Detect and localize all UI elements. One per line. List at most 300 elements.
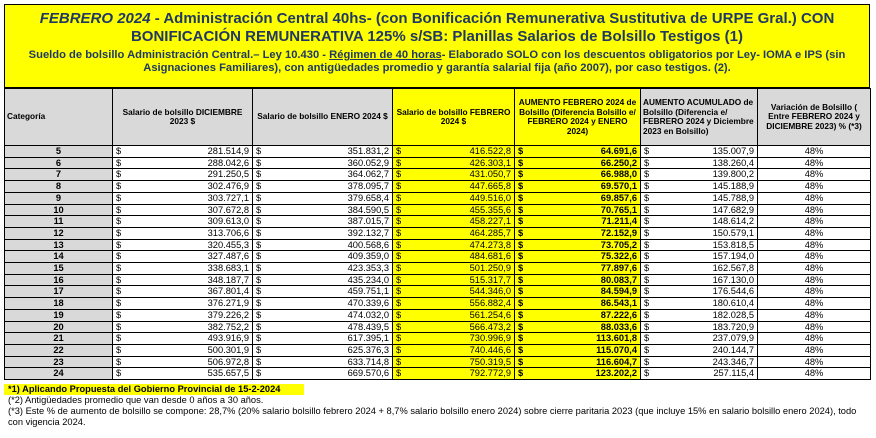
currency-symbol: $ [396, 368, 402, 379]
currency-symbol: $ [256, 333, 262, 344]
currency-symbol: $ [644, 368, 650, 379]
currency-symbol: $ [644, 204, 650, 215]
cell-value: 379.226,2 [207, 309, 249, 320]
cell-value: 147.682,9 [712, 204, 754, 215]
cell-value: 327.487,6 [207, 251, 249, 262]
cell-ene [253, 333, 393, 345]
cell-value: 387.015,7 [347, 216, 389, 227]
cell-feb [393, 356, 515, 368]
currency-symbol: $ [518, 169, 524, 180]
cell-categoria: 23 [5, 356, 113, 368]
currency-symbol: $ [518, 356, 524, 367]
cell-feb [393, 368, 515, 380]
currency-symbol: $ [644, 274, 650, 285]
cell-value: 313.706,6 [207, 227, 249, 238]
cell-categoria: 8 [5, 181, 113, 193]
currency-symbol: $ [644, 309, 650, 320]
cell-dic [113, 192, 253, 204]
header-row [5, 89, 871, 146]
cell-acum [641, 286, 758, 298]
table-row [5, 157, 871, 169]
currency-symbol: $ [518, 216, 524, 227]
cell-pct: 48% [758, 227, 871, 239]
cell-acum [641, 274, 758, 286]
currency-symbol: $ [396, 169, 402, 180]
cell-aum [515, 157, 641, 169]
cell-value: 566.473,2 [469, 321, 511, 332]
currency-symbol: $ [644, 286, 650, 297]
currency-symbol: $ [644, 239, 650, 250]
cell-pct: 48% [758, 333, 871, 345]
cell-acum [641, 181, 758, 193]
cell-value: 484.681,6 [469, 251, 511, 262]
cell-aum [515, 146, 641, 158]
cell-acum [641, 251, 758, 263]
cell-categoria: 12 [5, 227, 113, 239]
currency-symbol: $ [396, 181, 402, 192]
cell-value: 180.610,4 [712, 298, 754, 309]
cell-dic [113, 298, 253, 310]
cell-value: 69.570,1 [600, 181, 637, 192]
cell-aum [515, 204, 641, 216]
table-row [5, 298, 871, 310]
cell-feb [393, 216, 515, 228]
currency-symbol: $ [116, 204, 122, 215]
cell-dic [113, 227, 253, 239]
currency-symbol: $ [116, 227, 122, 238]
currency-symbol: $ [116, 298, 122, 309]
header-aumento-acumulado: AUMENTO ACUMULADO de Bolsillo (Diferencia e/ FEBRERO 2024 y Diciembre 2023 en Bolsillo) [641, 89, 758, 146]
cell-value: 162.567,8 [712, 263, 754, 274]
cell-value: 367.801,4 [207, 286, 249, 297]
cell-value: 376.271,9 [207, 298, 249, 309]
table-row [5, 274, 871, 286]
cell-value: 237.079,9 [712, 333, 754, 344]
cell-pct: 48% [758, 368, 871, 380]
cell-ene [253, 368, 393, 380]
currency-symbol: $ [116, 368, 122, 379]
currency-symbol: $ [396, 192, 402, 203]
cell-categoria: 11 [5, 216, 113, 228]
cell-value: 392.132,7 [347, 227, 389, 238]
cell-value: 176.544,6 [712, 286, 754, 297]
currency-symbol: $ [256, 274, 262, 285]
cell-value: 87.222,6 [600, 309, 637, 320]
cell-dic [113, 146, 253, 158]
cell-value: 416.522,8 [469, 146, 511, 156]
cell-aum [515, 333, 641, 345]
cell-dic [113, 356, 253, 368]
currency-symbol: $ [396, 356, 402, 367]
cell-value: 183.720,9 [712, 321, 754, 332]
cell-value: 257.115,4 [713, 368, 754, 379]
cell-dic [113, 263, 253, 275]
header-dic-2023: Salario de bolsillo DICIEMBRE 2023 $ [113, 89, 253, 146]
table-row [5, 216, 871, 228]
cell-value: 360.052,9 [347, 157, 389, 168]
cell-feb [393, 309, 515, 321]
currency-symbol: $ [396, 263, 402, 274]
currency-symbol: $ [518, 309, 524, 320]
cell-value: 423.353,3 [347, 263, 389, 274]
cell-aum [515, 239, 641, 251]
currency-symbol: $ [518, 333, 524, 344]
table-header [5, 89, 871, 146]
cell-acum [641, 227, 758, 239]
cell-value: 157.194,0 [712, 251, 754, 262]
currency-symbol: $ [116, 157, 122, 168]
cell-categoria: 17 [5, 286, 113, 298]
header-ene-2024: Salario de bolsillo ENERO 2024 $ [253, 89, 393, 146]
cell-ene [253, 227, 393, 239]
currency-symbol: $ [644, 321, 650, 332]
cell-pct: 48% [758, 157, 871, 169]
currency-symbol: $ [396, 309, 402, 320]
cell-value: 123.202,2 [595, 368, 637, 379]
cell-value: 400.568,6 [347, 239, 389, 250]
cell-aum [515, 192, 641, 204]
cell-acum [641, 321, 758, 333]
cell-value: 458.227,1 [469, 216, 511, 227]
cell-value: 145.788,9 [712, 192, 754, 203]
currency-symbol: $ [518, 344, 524, 355]
currency-symbol: $ [116, 192, 122, 203]
currency-symbol: $ [256, 356, 262, 367]
currency-symbol: $ [396, 344, 402, 355]
cell-categoria: 15 [5, 263, 113, 275]
cell-value: 730.996,9 [469, 333, 511, 344]
cell-value: 384.590,5 [347, 204, 389, 215]
cell-ene [253, 356, 393, 368]
cell-feb [393, 181, 515, 193]
cell-value: 351.831,2 [347, 146, 389, 156]
cell-aum [515, 286, 641, 298]
cell-acum [641, 157, 758, 169]
cell-value: 64.691,6 [600, 146, 637, 156]
currency-symbol: $ [518, 274, 524, 285]
cell-value: 556.882,4 [469, 298, 511, 309]
table-row [5, 169, 871, 181]
cell-acum [641, 263, 758, 275]
table-row [5, 204, 871, 216]
currency-symbol: $ [256, 216, 262, 227]
currency-symbol: $ [256, 157, 262, 168]
cell-ene [253, 321, 393, 333]
cell-ene [253, 157, 393, 169]
table-row [5, 321, 871, 333]
cell-feb [393, 227, 515, 239]
currency-symbol: $ [644, 333, 650, 344]
cell-value: 309.613,0 [207, 216, 249, 227]
cell-acum [641, 192, 758, 204]
cell-ene [253, 344, 393, 356]
salary-table [4, 88, 871, 380]
currency-symbol: $ [518, 251, 524, 262]
cell-value: 501.250,9 [469, 263, 511, 274]
title-period: FEBRERO 2024 [39, 10, 151, 27]
cell-feb [393, 274, 515, 286]
cell-pct: 48% [758, 286, 871, 298]
cell-aum [515, 321, 641, 333]
cell-ene [253, 298, 393, 310]
cell-categoria: 16 [5, 274, 113, 286]
currency-symbol: $ [518, 298, 524, 309]
currency-symbol: $ [116, 216, 122, 227]
cell-aum [515, 251, 641, 263]
cell-value: 148.614,2 [712, 216, 754, 227]
currency-symbol: $ [396, 298, 402, 309]
cell-dic [113, 274, 253, 286]
cell-pct: 48% [758, 251, 871, 263]
currency-symbol: $ [644, 192, 650, 203]
cell-categoria: 5 [5, 146, 113, 158]
cell-feb [393, 146, 515, 158]
cell-value: 243.346,7 [712, 356, 754, 367]
currency-symbol: $ [116, 146, 122, 156]
cell-feb [393, 169, 515, 181]
cell-value: 633.714,8 [347, 356, 389, 367]
currency-symbol: $ [256, 321, 262, 332]
title-banner [4, 4, 870, 88]
cell-ene [253, 169, 393, 181]
cell-categoria: 10 [5, 204, 113, 216]
cell-dic [113, 344, 253, 356]
cell-feb [393, 286, 515, 298]
cell-aum [515, 356, 641, 368]
cell-value: 364.062,7 [347, 169, 389, 180]
cell-pct: 48% [758, 181, 871, 193]
cell-value: 138.260,4 [712, 157, 754, 168]
cell-pct: 48% [758, 146, 871, 158]
table-body [5, 146, 871, 380]
cell-value: 493.916,9 [207, 333, 249, 344]
currency-symbol: $ [116, 239, 122, 250]
cell-value: 500.301,9 [207, 344, 249, 355]
cell-value: 378.095,7 [347, 181, 389, 192]
currency-symbol: $ [644, 157, 650, 168]
footnotes [4, 384, 870, 428]
cell-acum [641, 333, 758, 345]
table-row [5, 239, 871, 251]
cell-aum [515, 309, 641, 321]
table-row [5, 286, 871, 298]
cell-value: 113.601,8 [596, 333, 637, 344]
table-row [5, 181, 871, 193]
title-text: - Administración Central 40hs- (con Bonificación Remunerativa Sustitutiva de URPE Gral.) CON BONIFICACIÓN REMUNERATIVA 125% s/SB: Planillas Salarios de Bolsillo Testigos (1) [130, 10, 835, 45]
cell-aum [515, 263, 641, 275]
subtitle-part-b: - Elaborado SOLO con los descuentos obligatorios por Ley- IOMA e IPS (sin Asignaciones Familiares), con antigüedades promedio y garantía salarial fija (año 2007), por caso testigos. (2). [143, 49, 846, 74]
cell-acum [641, 368, 758, 380]
currency-symbol: $ [256, 192, 262, 203]
currency-symbol: $ [116, 333, 122, 344]
cell-categoria: 21 [5, 333, 113, 345]
currency-symbol: $ [116, 321, 122, 332]
cell-dic [113, 286, 253, 298]
currency-symbol: $ [396, 333, 402, 344]
cell-feb [393, 239, 515, 251]
cell-value: 77.897,6 [600, 263, 637, 274]
cell-value: 382.752,2 [207, 321, 249, 332]
currency-symbol: $ [518, 204, 524, 215]
footnote-1: *1) Aplicando Propuesta del Gobierno Provincial de 15-2-2024 [4, 384, 304, 395]
cell-ene [253, 274, 393, 286]
currency-symbol: $ [256, 204, 262, 215]
header-variacion: Variación de Bolsillo ( Entre FEBRERO 2024 y DICIEMBRE 2023) % (*3) [758, 89, 871, 146]
cell-value: 70.765,1 [600, 204, 637, 215]
currency-symbol: $ [396, 146, 402, 156]
cell-value: 303.727,1 [207, 192, 249, 203]
cell-value: 792.772,9 [469, 368, 511, 379]
cell-dic [113, 368, 253, 380]
currency-symbol: $ [396, 227, 402, 238]
cell-categoria: 14 [5, 251, 113, 263]
table-row [5, 263, 871, 275]
cell-categoria: 20 [5, 321, 113, 333]
cell-value: 66.988,0 [600, 169, 637, 180]
currency-symbol: $ [644, 181, 650, 192]
cell-value: 470.339,6 [347, 298, 389, 309]
currency-symbol: $ [256, 227, 262, 238]
cell-feb [393, 204, 515, 216]
cell-value: 66.250,2 [600, 157, 637, 168]
currency-symbol: $ [116, 286, 122, 297]
cell-categoria: 6 [5, 157, 113, 169]
cell-value: 150.579,1 [712, 227, 754, 238]
currency-symbol: $ [644, 298, 650, 309]
cell-value: 740.446,6 [469, 344, 511, 355]
currency-symbol: $ [396, 216, 402, 227]
subtitle-part-a: Sueldo de bolsillo Administración Central.– Ley 10.430 - [28, 49, 330, 61]
cell-pct: 48% [758, 321, 871, 333]
currency-symbol: $ [518, 239, 524, 250]
cell-pct: 48% [758, 263, 871, 275]
cell-dic [113, 309, 253, 321]
cell-feb [393, 333, 515, 345]
currency-symbol: $ [256, 368, 262, 379]
cell-value: 338.683,1 [207, 263, 249, 274]
cell-dic [113, 216, 253, 228]
cell-acum [641, 344, 758, 356]
cell-value: 561.254,6 [469, 309, 511, 320]
cell-ene [253, 286, 393, 298]
currency-symbol: $ [518, 227, 524, 238]
cell-aum [515, 227, 641, 239]
currency-symbol: $ [644, 263, 650, 274]
cell-ene [253, 239, 393, 251]
cell-value: 281.514,9 [207, 146, 249, 156]
currency-symbol: $ [396, 157, 402, 168]
currency-symbol: $ [518, 263, 524, 274]
cell-categoria: 22 [5, 344, 113, 356]
cell-value: 669.570,6 [347, 368, 389, 379]
cell-value: 302.476,9 [207, 181, 249, 192]
cell-value: 409.359,0 [347, 251, 389, 262]
footnote-2: (*2) Antigüedades promedio que van desde 0 años a 30 años. [8, 395, 264, 405]
cell-ene [253, 309, 393, 321]
cell-acum [641, 204, 758, 216]
cell-pct: 48% [758, 356, 871, 368]
table-row [5, 344, 871, 356]
cell-acum [641, 309, 758, 321]
cell-value: 291.250,5 [207, 169, 249, 180]
cell-value: 449.516,0 [469, 192, 511, 203]
cell-ene [253, 146, 393, 158]
cell-pct: 48% [758, 274, 871, 286]
table-row [5, 192, 871, 204]
currency-symbol: $ [518, 157, 524, 168]
cell-pct: 48% [758, 216, 871, 228]
currency-symbol: $ [116, 356, 122, 367]
cell-feb [393, 344, 515, 356]
currency-symbol: $ [644, 356, 650, 367]
cell-aum [515, 344, 641, 356]
cell-acum [641, 298, 758, 310]
currency-symbol: $ [518, 192, 524, 203]
currency-symbol: $ [644, 344, 650, 355]
currency-symbol: $ [116, 309, 122, 320]
currency-symbol: $ [396, 321, 402, 332]
currency-symbol: $ [256, 169, 262, 180]
cell-ene [253, 192, 393, 204]
cell-value: 474.032,0 [347, 309, 389, 320]
cell-value: 73.705,2 [600, 239, 637, 250]
cell-ene [253, 251, 393, 263]
cell-pct: 48% [758, 192, 871, 204]
cell-value: 535.657,5 [207, 368, 249, 379]
currency-symbol: $ [644, 216, 650, 227]
cell-value: 69.857,6 [600, 192, 637, 203]
cell-dic [113, 169, 253, 181]
currency-symbol: $ [396, 274, 402, 285]
cell-pct: 48% [758, 204, 871, 216]
currency-symbol: $ [256, 298, 262, 309]
currency-symbol: $ [116, 274, 122, 285]
cell-acum [641, 146, 758, 158]
cell-dic [113, 321, 253, 333]
cell-pct: 48% [758, 309, 871, 321]
cell-value: 478.439,5 [347, 321, 389, 332]
cell-feb [393, 298, 515, 310]
cell-feb [393, 321, 515, 333]
cell-value: 88.033,6 [600, 321, 637, 332]
cell-aum [515, 169, 641, 181]
cell-value: 86.543,1 [600, 298, 637, 309]
cell-dic [113, 333, 253, 345]
currency-symbol: $ [396, 251, 402, 262]
cell-dic [113, 157, 253, 169]
cell-value: 435.234,0 [347, 274, 389, 285]
currency-symbol: $ [256, 344, 262, 355]
cell-value: 75.322,6 [600, 251, 637, 262]
cell-feb [393, 263, 515, 275]
cell-value: 72.152,9 [600, 227, 637, 238]
currency-symbol: $ [256, 263, 262, 274]
cell-ene [253, 204, 393, 216]
cell-categoria: 24 [5, 368, 113, 380]
cell-feb [393, 157, 515, 169]
cell-value: 750.319,5 [469, 356, 511, 367]
cell-value: 145.188,9 [712, 181, 754, 192]
cell-value: 464.285,7 [469, 227, 511, 238]
cell-value: 71.211,4 [601, 216, 637, 227]
cell-value: 307.672,8 [207, 204, 249, 215]
cell-ene [253, 216, 393, 228]
cell-value: 625.376,3 [347, 344, 389, 355]
currency-symbol: $ [116, 169, 122, 180]
currency-symbol: $ [256, 146, 262, 156]
subtitle-regime: Régimen de 40 horas [329, 49, 442, 61]
cell-aum [515, 181, 641, 193]
